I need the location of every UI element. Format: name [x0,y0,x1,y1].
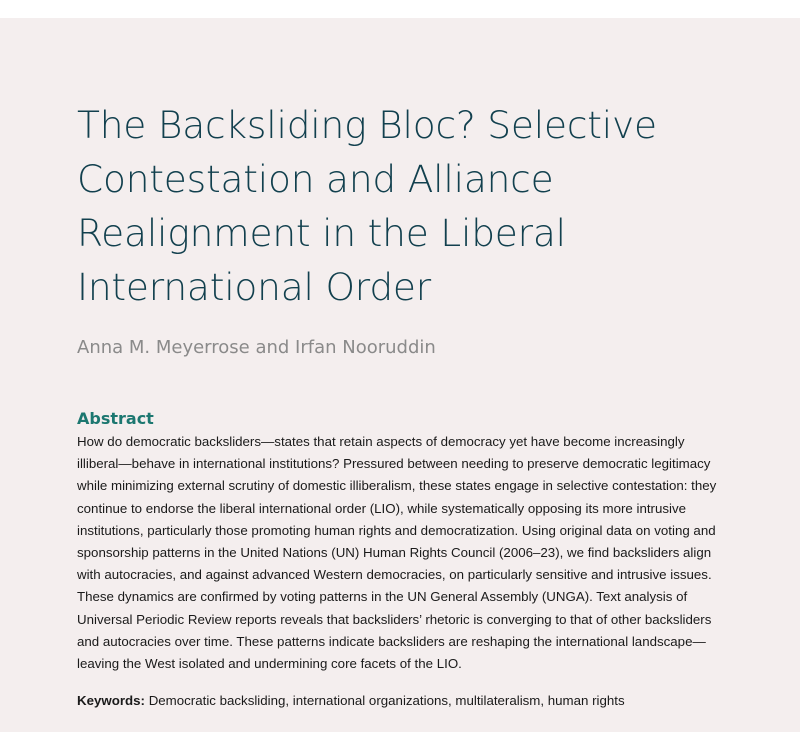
paper-page [0,18,800,732]
keywords-text: Democratic backsliding, international organizations, multilateralism, human rights [148,693,625,709]
keywords-label: Keywords: [77,693,145,709]
abstract-heading: Abstract [77,409,154,428]
paper-authors: Anna M. Meyerrose and Irfan Nooruddin [77,337,436,358]
abstract-text: How do democratic backsliders—states that retain aspects of democracy yet have become increasingly illiberal—behave in international institutions? Pressured between needing to preserve democratic legitimacy while minimizing external scrutiny of domestic illiberalism, these states engage in selective contestation: they continue to endorse the liberal international order (LIO), while systematically opposing its more intrusive institutions, particularly those promoting human rights and democratization. Using original data on voting and sponsorship patterns in the United Nations (UN) Human Rights Council (2006–23), we find backsliders align with autocracies, and against advanced Western democracies, on particularly sensitive and intrusive issues. These dynamics are confirmed by voting patterns in the UN General Assembly (UNGA). Text analysis of Universal Periodic Review reports reveals that backsliders’ rhetoric is converging to that of other backsliders and autocracies over time. These patterns indicate backsliders are reshaping the international landscape—leaving the West isolated and undermining core facets of the LIO. [77,434,717,672]
keywords-line [77,690,722,712]
paper-title: The Backsliding Bloc? Selective Contestation and Alliance Realignment in the Liberal International Order [77,103,657,309]
